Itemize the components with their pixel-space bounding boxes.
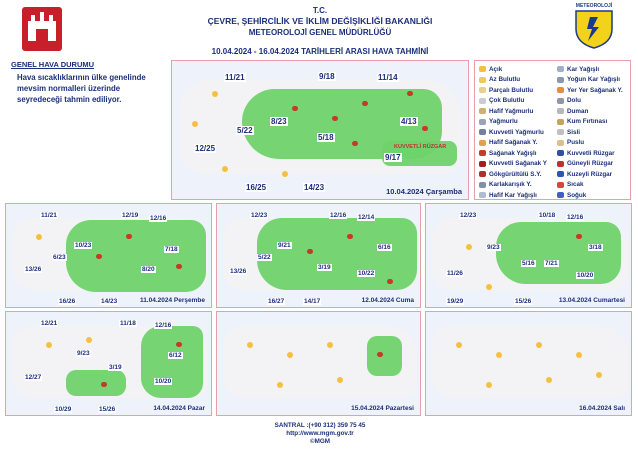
map-14-date: 14.04.2024 Pazar xyxy=(153,405,205,412)
map-12-city: 13/26 xyxy=(230,268,247,275)
hot-icon xyxy=(557,182,564,188)
legend-left-column xyxy=(479,64,547,201)
legend-item: Kum Fırtınası xyxy=(557,117,623,128)
map-12-city: 12/14 xyxy=(358,214,375,221)
map-11-city: 11/21 xyxy=(41,212,57,219)
map-10-city: 16/25 xyxy=(246,183,267,192)
map-14-city: 6/12 xyxy=(169,352,182,359)
map-10-city: 9/17 xyxy=(385,153,401,162)
map-13-city: 5/16 xyxy=(522,260,535,267)
light-snow-icon xyxy=(479,192,486,198)
map-13-city: 19/29 xyxy=(447,298,464,305)
map-13-city: 10/20 xyxy=(577,272,594,279)
map-12-city: 6/16 xyxy=(378,244,391,251)
light-rain-icon xyxy=(479,108,486,114)
map-10-city: 5/22 xyxy=(237,126,253,135)
map-13-city: 3/18 xyxy=(589,244,602,251)
partly-cloudy-icon xyxy=(479,87,486,93)
map-14-city: 15/26 xyxy=(99,406,116,413)
map-13-city: 11/26 xyxy=(447,270,463,277)
heavy-snow-icon xyxy=(557,77,564,83)
footer-url[interactable]: http://www.mgm.gov.tr xyxy=(286,430,354,437)
heavy-shower-icon xyxy=(479,161,486,167)
map-14-04 xyxy=(5,311,212,416)
legend-item: Sağanak Yağışlı xyxy=(479,148,547,159)
map-15-date: 15.04.2024 Pazartesi xyxy=(351,405,414,412)
map-12-city: 5/22 xyxy=(258,254,271,261)
legend-item: Kuvvetli Yağmurlu xyxy=(479,127,547,138)
strong-wind-icon xyxy=(557,150,564,156)
header-ministry: ÇEVRE, ŞEHİRCİLİK VE İKLİM DEĞİŞİKLİĞİ BAKANLIĞI xyxy=(207,16,433,26)
map-11-city: 12/16 xyxy=(150,215,167,222)
legend-item: Çok Bulutlu xyxy=(479,96,547,107)
map-12-city: 12/16 xyxy=(330,212,347,219)
legend-item: Kar Yağışlı xyxy=(557,64,623,75)
map-11-city: 10/23 xyxy=(75,242,92,249)
legend-item: Soğuk xyxy=(557,190,623,201)
snow-icon xyxy=(557,66,564,72)
legend-item: Yer Yer Sağanak Y. xyxy=(557,85,623,96)
map-12-city: 10/22 xyxy=(358,270,375,277)
map-14-city: 9/23 xyxy=(77,350,90,357)
map-10-city: 11/14 xyxy=(378,73,398,82)
legend-item: Sıcak xyxy=(557,180,623,191)
legend-item: Kuzeyli Rüzgar xyxy=(557,169,623,180)
map-10-city: 11/21 xyxy=(225,73,245,82)
legend xyxy=(474,60,631,200)
legend-item: Parçalı Bulutlu xyxy=(479,85,547,96)
map-10-04 xyxy=(171,60,469,200)
map-10-date: 10.04.2024 Çarşamba xyxy=(386,187,462,196)
map-14-city: 10/20 xyxy=(155,378,172,385)
map-13-city: 12/23 xyxy=(460,212,477,219)
rain-icon xyxy=(479,119,486,125)
footer-copyright: ©MGM xyxy=(309,438,331,445)
legend-item: Açık xyxy=(479,64,547,75)
north-wind-icon xyxy=(557,171,564,177)
map-11-city: 16/26 xyxy=(59,298,76,305)
legend-item: Az Bulutlu xyxy=(479,75,547,86)
map-13-city: 12/16 xyxy=(567,214,584,221)
smoke-icon xyxy=(557,108,564,114)
map-10-city: 4/13 xyxy=(401,117,417,126)
legend-item: Hafif Kar Yağışlı xyxy=(479,190,547,201)
map-16-04 xyxy=(425,311,632,416)
header-tc: T.C. xyxy=(312,6,328,15)
map-11-city: 13/26 xyxy=(25,266,42,273)
map-14-city: 11/18 xyxy=(120,320,136,327)
map-11-city: 12/19 xyxy=(122,212,139,219)
map-10-city: 8/23 xyxy=(271,117,287,126)
map-11-city: 7/18 xyxy=(165,246,178,253)
map-10-city: 12/25 xyxy=(195,144,216,153)
legend-item: Gökgürültülü S.Y. xyxy=(479,169,547,180)
header-forecast-range: 10.04.2024 - 16.04.2024 TARİHLERİ ARASI HAVA TAHMİNİ xyxy=(211,47,429,56)
map-12-city: 12/23 xyxy=(251,212,268,219)
cloud-icon xyxy=(479,98,486,104)
legend-item: Sisli xyxy=(557,127,623,138)
legend-item: Kuvvetli Sağanak Y xyxy=(479,159,547,170)
legend-item: Güneyli Rüzgar xyxy=(557,159,623,170)
map-11-city: 6/23 xyxy=(53,254,66,261)
map-14-city: 3/19 xyxy=(109,364,122,371)
map-11-city: 8/20 xyxy=(142,266,155,273)
footer-phone: SANTRAL :(+90 312) 359 75 45 xyxy=(274,422,366,429)
map-10-city: 9/18 xyxy=(319,72,335,81)
legend-right-column xyxy=(557,64,623,201)
general-weather-title: GENEL HAVA DURUMU xyxy=(11,60,95,69)
ministry-logo xyxy=(22,7,62,51)
map-14-city: 12/27 xyxy=(25,374,42,381)
legend-item: Hafif Yağmurlu xyxy=(479,106,547,117)
sun-icon xyxy=(479,66,486,72)
legend-item: Duman xyxy=(557,106,623,117)
footer xyxy=(200,422,440,446)
mgm-shield-icon xyxy=(574,3,614,49)
general-weather-text: Hava sıcaklıklarının ülke genelinde mevsim normalleri üzerinde seyredeceği tahmin ediliyor. xyxy=(17,73,146,104)
map-14-city: 10/29 xyxy=(55,406,72,413)
map-12-04 xyxy=(216,203,421,308)
map-14-city: 12/21 xyxy=(41,320,58,327)
legend-item: Hafif Sağanak Y. xyxy=(479,138,547,149)
map-15-04 xyxy=(216,311,421,416)
hail-icon xyxy=(557,98,564,104)
header-directorate: METEOROLOJİ GENEL MÜDÜRLÜĞÜ xyxy=(248,28,392,37)
thunder-icon xyxy=(479,171,486,177)
header xyxy=(120,5,520,57)
heavy-rain-icon xyxy=(479,129,486,135)
strong-wind-note: KUVVETLİ RÜZGAR xyxy=(394,144,447,150)
sleet-icon xyxy=(479,182,486,188)
map-13-city: 9/23 xyxy=(487,244,500,251)
map-13-city: 15/26 xyxy=(515,298,532,305)
legend-item: Karlakarışık Y. xyxy=(479,180,547,191)
map-16-date: 16.04.2024 Salı xyxy=(579,405,625,412)
legend-item: Yoğun Kar Yağışlı xyxy=(557,75,623,86)
south-wind-icon xyxy=(557,161,564,167)
legend-item: Dolu xyxy=(557,96,623,107)
map-10-city: 5/18 xyxy=(318,133,334,142)
legend-item: Yağmurlu xyxy=(479,117,547,128)
map-11-04 xyxy=(5,203,212,308)
map-12-city: 3/19 xyxy=(318,264,331,271)
map-13-city: 10/18 xyxy=(539,212,556,219)
mgm-logo-text: METEOROLOJİ xyxy=(575,3,613,9)
sandstorm-icon xyxy=(557,119,564,125)
cold-icon xyxy=(557,192,564,198)
map-10-city: 14/23 xyxy=(304,183,325,192)
scattered-shower-icon xyxy=(557,87,564,93)
mgm-logo xyxy=(574,3,614,49)
map-12-city: 14/17 xyxy=(304,298,321,305)
haze-icon xyxy=(557,140,564,146)
map-14-city: 12/16 xyxy=(155,322,172,329)
light-shower-icon xyxy=(479,140,486,146)
sun-cloud-icon xyxy=(479,77,486,83)
map-13-04 xyxy=(425,203,632,308)
map-11-city: 14/23 xyxy=(101,298,118,305)
fog-icon xyxy=(557,129,564,135)
map-12-date: 12.04.2024 Cuma xyxy=(361,297,414,304)
shower-icon xyxy=(479,150,486,156)
map-13-date: 13.04.2024 Cumartesi xyxy=(558,297,625,304)
ministry-emblem-icon xyxy=(22,7,62,51)
general-weather-box xyxy=(5,60,165,200)
map-12-city: 16/27 xyxy=(268,298,285,305)
map-13-city: 7/21 xyxy=(545,260,558,267)
legend-item: Puslu xyxy=(557,138,623,149)
legend-item: Kuvvetli Rüzgar xyxy=(557,148,623,159)
map-11-date: 11.04.2024 Perşembe xyxy=(139,297,205,304)
map-12-city: 9/21 xyxy=(278,242,291,249)
